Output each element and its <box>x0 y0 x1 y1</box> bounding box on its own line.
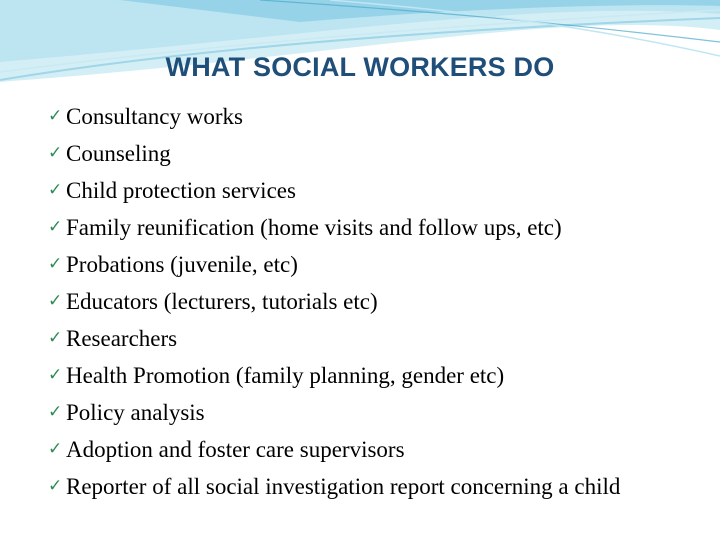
check-mark-icon: ✓ <box>48 217 63 237</box>
list-item: ✓ Adoption and foster care supervisors <box>48 431 698 468</box>
list-item: ✓ Probations (juvenile, etc) <box>48 246 698 283</box>
check-mark-icon: ✓ <box>48 476 63 496</box>
check-mark-icon: ✓ <box>48 439 63 459</box>
list-item: ✓ Health Promotion (family planning, gender etc) <box>48 357 698 394</box>
check-mark-icon: ✓ <box>48 365 63 385</box>
check-mark-icon: ✓ <box>48 402 63 422</box>
check-mark-icon: ✓ <box>48 180 63 200</box>
check-mark-icon: ✓ <box>48 291 63 311</box>
list-item: ✓ Child protection services <box>48 172 698 209</box>
check-mark-icon: ✓ <box>48 254 63 274</box>
list-item: ✓ Researchers <box>48 320 698 357</box>
check-mark-icon: ✓ <box>48 328 63 348</box>
list-item: ✓ Educators (lecturers, tutorials etc) <box>48 283 698 320</box>
check-mark-icon: ✓ <box>48 143 63 163</box>
list-item: ✓ Reporter of all social investigation report concerning a child <box>48 468 698 505</box>
check-mark-icon: ✓ <box>48 106 63 126</box>
list-item: ✓ Policy analysis <box>48 394 698 431</box>
list-item: ✓ Counseling <box>48 135 698 172</box>
slide-title: WHAT SOCIAL WORKERS DO <box>165 52 555 82</box>
list-item: ✓ Consultancy works <box>48 98 698 135</box>
bullet-list <box>48 98 698 505</box>
list-item: ✓ Family reunification (home visits and follow ups, etc) <box>48 209 698 246</box>
